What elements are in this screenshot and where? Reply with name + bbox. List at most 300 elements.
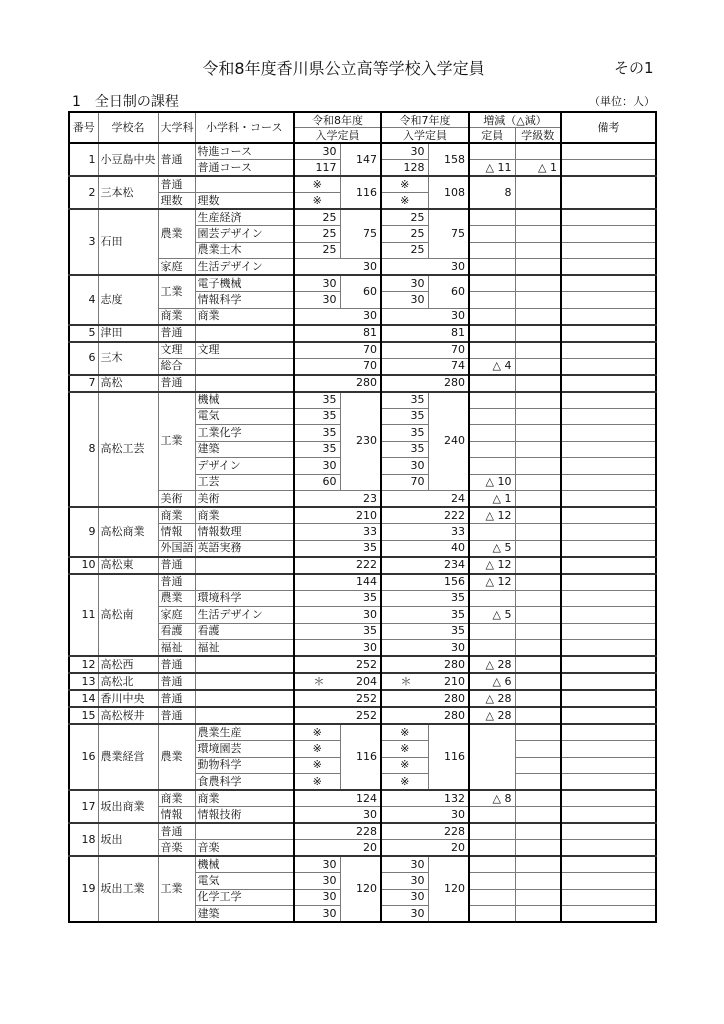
change-classes bbox=[515, 906, 561, 923]
department: 農業 bbox=[158, 724, 195, 790]
r8-quota: 280 bbox=[294, 375, 381, 392]
change-classes bbox=[515, 425, 561, 442]
r7-total-quota: 108 bbox=[428, 176, 469, 209]
remarks bbox=[561, 623, 656, 640]
r8-course-quota: 30 bbox=[294, 275, 340, 292]
school-name: 坂出商業 bbox=[98, 790, 158, 823]
table-row bbox=[69, 259, 656, 276]
remarks bbox=[561, 873, 656, 890]
change-quota bbox=[469, 308, 515, 325]
remarks bbox=[561, 823, 656, 840]
department: 理数 bbox=[158, 193, 195, 210]
table-row bbox=[69, 590, 656, 607]
remarks bbox=[561, 242, 656, 259]
r8-course-quota: 25 bbox=[294, 242, 340, 259]
course: 食農科学 bbox=[195, 774, 294, 791]
remarks bbox=[561, 209, 656, 226]
remarks bbox=[561, 540, 656, 557]
remarks bbox=[561, 491, 656, 508]
r8-course-quota: 35 bbox=[294, 392, 340, 409]
department: 普通 bbox=[158, 557, 195, 574]
school-name: 石田 bbox=[98, 209, 158, 275]
change-quota: △ 11 bbox=[469, 160, 515, 177]
school-name: 高松桜井 bbox=[98, 707, 158, 724]
r7-quota: 156 bbox=[381, 574, 469, 591]
change-quota bbox=[469, 873, 515, 890]
remarks bbox=[561, 342, 656, 359]
r8-course-quota: 30 bbox=[294, 906, 340, 923]
change-classes bbox=[515, 408, 561, 425]
change-classes bbox=[515, 226, 561, 243]
table-row bbox=[69, 623, 656, 640]
change-classes bbox=[515, 242, 561, 259]
school-number: 10 bbox=[69, 557, 98, 574]
change-quota bbox=[469, 425, 515, 442]
school-number: 14 bbox=[69, 690, 98, 707]
remarks bbox=[561, 906, 656, 923]
department: 普通 bbox=[158, 375, 195, 392]
r8-total-quota: 120 bbox=[340, 856, 381, 922]
r7-quota: 30 bbox=[381, 640, 469, 657]
r8-course-quota: ※ bbox=[294, 176, 340, 193]
remarks bbox=[561, 673, 656, 690]
department: 家庭 bbox=[158, 259, 195, 276]
r8-quota: 35 bbox=[294, 590, 381, 607]
change-classes bbox=[515, 540, 561, 557]
r8-course-quota: ※ bbox=[294, 741, 340, 758]
department: 情報 bbox=[158, 807, 195, 824]
course bbox=[195, 707, 294, 724]
change-classes bbox=[515, 325, 561, 342]
change-quota bbox=[469, 275, 515, 292]
change-quota: 8 bbox=[469, 176, 515, 209]
r7-course-quota: 70 bbox=[381, 474, 428, 491]
change-quota: △ 5 bbox=[469, 540, 515, 557]
r8-quota: 252 bbox=[294, 690, 381, 707]
remarks bbox=[561, 408, 656, 425]
change-classes bbox=[515, 474, 561, 491]
r8-quota: 23 bbox=[294, 491, 381, 508]
department: 商業 bbox=[158, 308, 195, 325]
school-number: 3 bbox=[69, 209, 98, 275]
table-row bbox=[69, 557, 656, 574]
r8-quota: 210 bbox=[294, 507, 381, 524]
school-number: 12 bbox=[69, 656, 98, 673]
change-classes bbox=[515, 590, 561, 607]
header-number: 番号 bbox=[69, 112, 98, 143]
school-number: 2 bbox=[69, 176, 98, 209]
department: 農業 bbox=[158, 209, 195, 259]
table-row bbox=[69, 325, 656, 342]
course: 動物科学 bbox=[195, 757, 294, 774]
table-row bbox=[69, 540, 656, 557]
change-quota: △ 12 bbox=[469, 557, 515, 574]
course: 情報数理 bbox=[195, 524, 294, 541]
r7-quota: 35 bbox=[381, 607, 469, 624]
change-classes bbox=[515, 557, 561, 574]
department: 普通 bbox=[158, 690, 195, 707]
change-classes bbox=[515, 623, 561, 640]
remarks bbox=[561, 325, 656, 342]
department: 福祉 bbox=[158, 640, 195, 657]
table-row bbox=[69, 524, 656, 541]
change-quota: △ 8 bbox=[469, 790, 515, 807]
table-row bbox=[69, 790, 656, 807]
change-classes bbox=[515, 292, 561, 309]
change-classes bbox=[515, 308, 561, 325]
department: 工業 bbox=[158, 275, 195, 308]
r8-total-quota: 147 bbox=[340, 143, 381, 176]
table-row bbox=[69, 690, 656, 707]
r8-quota: 30 bbox=[294, 259, 381, 276]
change-quota: △ 6 bbox=[469, 673, 515, 690]
r7-course-quota: 30 bbox=[381, 889, 428, 906]
r7-quota-value: 210 bbox=[444, 674, 465, 688]
course: 電気 bbox=[195, 873, 294, 890]
remarks bbox=[561, 590, 656, 607]
remarks bbox=[561, 507, 656, 524]
remarks bbox=[561, 774, 656, 791]
r8-course-quota: 35 bbox=[294, 408, 340, 425]
r8-course-quota: 25 bbox=[294, 209, 340, 226]
course: 美術 bbox=[195, 491, 294, 508]
r7-quota: 234 bbox=[381, 557, 469, 574]
r8-course-quota: ※ bbox=[294, 193, 340, 210]
r7-course-quota: 30 bbox=[381, 458, 428, 475]
r8-quota: 70 bbox=[294, 358, 381, 375]
r8-total-quota: 230 bbox=[340, 392, 381, 491]
course: 建築 bbox=[195, 906, 294, 923]
course: 音楽 bbox=[195, 840, 294, 857]
r7-quota: 30 bbox=[381, 308, 469, 325]
r7-total-quota: 240 bbox=[428, 392, 469, 491]
remarks bbox=[561, 707, 656, 724]
r7-quota: 280 bbox=[381, 690, 469, 707]
remarks bbox=[561, 474, 656, 491]
change-classes bbox=[515, 342, 561, 359]
r7-quota-content bbox=[384, 675, 465, 689]
change-quota bbox=[469, 342, 515, 359]
change-quota: △ 4 bbox=[469, 358, 515, 375]
department: 情報 bbox=[158, 524, 195, 541]
r7-course-quota: ※ bbox=[381, 774, 428, 791]
school-name: 坂出工業 bbox=[98, 856, 158, 922]
change-quota: △ 12 bbox=[469, 574, 515, 591]
change-classes bbox=[515, 889, 561, 906]
change-classes bbox=[515, 607, 561, 624]
change-classes: △ 1 bbox=[515, 160, 561, 177]
change-quota bbox=[469, 640, 515, 657]
r8-quota: 81 bbox=[294, 325, 381, 342]
r7-course-quota: 35 bbox=[381, 425, 428, 442]
change-quota: △ 12 bbox=[469, 507, 515, 524]
r8-course-quota: 117 bbox=[294, 160, 340, 177]
table-row bbox=[69, 656, 656, 673]
table-row bbox=[69, 275, 656, 292]
r8-quota: 33 bbox=[294, 524, 381, 541]
course: 文理 bbox=[195, 342, 294, 359]
course: 普通コース bbox=[195, 160, 294, 177]
change-classes bbox=[515, 176, 561, 209]
course: 商業 bbox=[195, 308, 294, 325]
school-number: 5 bbox=[69, 325, 98, 342]
change-classes bbox=[515, 640, 561, 657]
change-quota bbox=[469, 209, 515, 226]
remarks bbox=[561, 524, 656, 541]
change-classes bbox=[515, 807, 561, 824]
course: 機械 bbox=[195, 392, 294, 409]
school-name: 農業経営 bbox=[98, 724, 158, 790]
r8-quota: 144 bbox=[294, 574, 381, 591]
r7-course-quota: 30 bbox=[381, 143, 428, 160]
department: 普通 bbox=[158, 325, 195, 342]
r8-course-quota: ※ bbox=[294, 757, 340, 774]
r8-quota: 30 bbox=[294, 807, 381, 824]
r8-course-quota: 30 bbox=[294, 292, 340, 309]
school-name: 高松南 bbox=[98, 574, 158, 657]
r8-quota: 228 bbox=[294, 823, 381, 840]
table-row bbox=[69, 707, 656, 724]
school-name: 高松西 bbox=[98, 656, 158, 673]
r8-quota: 30 bbox=[294, 640, 381, 657]
r7-quota: 35 bbox=[381, 623, 469, 640]
change-classes bbox=[515, 458, 561, 475]
remarks bbox=[561, 375, 656, 392]
remarks bbox=[561, 275, 656, 292]
header-r8-quota: 入学定員 bbox=[294, 128, 381, 144]
remarks bbox=[561, 840, 656, 857]
table-row bbox=[69, 823, 656, 840]
r8-course-quota: ※ bbox=[294, 774, 340, 791]
department: 農業 bbox=[158, 590, 195, 607]
change-quota bbox=[469, 408, 515, 425]
table-row bbox=[69, 143, 656, 160]
r8-quota: 35 bbox=[294, 623, 381, 640]
change-classes bbox=[515, 823, 561, 840]
department: 普通 bbox=[158, 707, 195, 724]
change-quota bbox=[469, 807, 515, 824]
course bbox=[195, 358, 294, 375]
course bbox=[195, 823, 294, 840]
change-classes bbox=[515, 724, 561, 741]
school-name: 高松工芸 bbox=[98, 392, 158, 508]
change-quota bbox=[469, 242, 515, 259]
change-quota bbox=[469, 259, 515, 276]
r8-total-quota: 60 bbox=[340, 275, 381, 308]
change-quota: △ 10 bbox=[469, 474, 515, 491]
change-classes bbox=[515, 673, 561, 690]
department: 普通 bbox=[158, 574, 195, 591]
table-row bbox=[69, 342, 656, 359]
school-number: 18 bbox=[69, 823, 98, 856]
asterisk-note-mark: ＊ bbox=[400, 674, 412, 688]
change-quota: △ 28 bbox=[469, 656, 515, 673]
document-title: 令和8年度香川県公立高等学校入学定員 bbox=[202, 59, 485, 78]
r7-quota: 132 bbox=[381, 790, 469, 807]
header-change-classes: 学級数 bbox=[515, 128, 561, 144]
r7-quota: 33 bbox=[381, 524, 469, 541]
change-classes bbox=[515, 507, 561, 524]
r7-quota bbox=[381, 673, 469, 690]
r7-quota: 280 bbox=[381, 707, 469, 724]
header-change: 増減（△減） bbox=[469, 112, 561, 128]
r8-quota: 35 bbox=[294, 540, 381, 557]
header-remarks: 備考 bbox=[561, 112, 656, 143]
department: 商業 bbox=[158, 507, 195, 524]
change-quota bbox=[469, 375, 515, 392]
r8-quota: 252 bbox=[294, 656, 381, 673]
change-classes bbox=[515, 441, 561, 458]
remarks bbox=[561, 292, 656, 309]
school-number: 9 bbox=[69, 507, 98, 557]
header-r7-year: 令和7年度 bbox=[381, 112, 469, 128]
change-classes bbox=[515, 524, 561, 541]
course bbox=[195, 690, 294, 707]
table-row bbox=[69, 673, 656, 690]
school-number: 16 bbox=[69, 724, 98, 790]
remarks bbox=[561, 441, 656, 458]
school-number: 13 bbox=[69, 673, 98, 690]
school-number: 17 bbox=[69, 790, 98, 823]
school-number: 8 bbox=[69, 392, 98, 508]
change-quota bbox=[469, 458, 515, 475]
school-number: 19 bbox=[69, 856, 98, 922]
course: 園芸デザイン bbox=[195, 226, 294, 243]
school-name: 小豆島中央 bbox=[98, 143, 158, 176]
page-label: その1 bbox=[614, 59, 654, 77]
table-row bbox=[69, 607, 656, 624]
r7-quota: 280 bbox=[381, 656, 469, 673]
remarks bbox=[561, 557, 656, 574]
change-classes bbox=[515, 375, 561, 392]
course: 商業 bbox=[195, 790, 294, 807]
course bbox=[195, 656, 294, 673]
course: 英語実務 bbox=[195, 540, 294, 557]
course: 化学工学 bbox=[195, 889, 294, 906]
course: 商業 bbox=[195, 507, 294, 524]
change-quota bbox=[469, 724, 515, 790]
course: 生活デザイン bbox=[195, 607, 294, 624]
header-r7-quota: 入学定員 bbox=[381, 128, 469, 144]
school-number: 7 bbox=[69, 375, 98, 392]
change-classes bbox=[515, 790, 561, 807]
school-name: 坂出 bbox=[98, 823, 158, 856]
r7-total-quota: 60 bbox=[428, 275, 469, 308]
course: 生活デザイン bbox=[195, 259, 294, 276]
r7-course-quota: ※ bbox=[381, 757, 428, 774]
change-quota bbox=[469, 906, 515, 923]
school-name: 高松北 bbox=[98, 673, 158, 690]
r8-course-quota: 30 bbox=[294, 458, 340, 475]
r7-quota: 30 bbox=[381, 807, 469, 824]
department: 外国語 bbox=[158, 540, 195, 557]
remarks bbox=[561, 458, 656, 475]
course: デザイン bbox=[195, 458, 294, 475]
table-row bbox=[69, 856, 656, 873]
remarks bbox=[561, 259, 656, 276]
course: 機械 bbox=[195, 856, 294, 873]
table-row bbox=[69, 308, 656, 325]
r8-quota: 20 bbox=[294, 840, 381, 857]
r7-course-quota: 35 bbox=[381, 392, 428, 409]
course: 特進コース bbox=[195, 143, 294, 160]
change-quota bbox=[469, 623, 515, 640]
remarks bbox=[561, 425, 656, 442]
remarks bbox=[561, 790, 656, 807]
remarks bbox=[561, 607, 656, 624]
change-classes bbox=[515, 707, 561, 724]
change-classes bbox=[515, 491, 561, 508]
course: 情報技術 bbox=[195, 807, 294, 824]
r7-quota: 35 bbox=[381, 590, 469, 607]
change-quota bbox=[469, 823, 515, 840]
table-row bbox=[69, 640, 656, 657]
course bbox=[195, 375, 294, 392]
r8-course-quota: 60 bbox=[294, 474, 340, 491]
department: 普通 bbox=[158, 823, 195, 840]
r7-course-quota: 30 bbox=[381, 906, 428, 923]
course: 電気 bbox=[195, 408, 294, 425]
course: 建築 bbox=[195, 441, 294, 458]
school-name: 香川中央 bbox=[98, 690, 158, 707]
r7-quota: 24 bbox=[381, 491, 469, 508]
r8-course-quota: 30 bbox=[294, 856, 340, 873]
r8-quota bbox=[294, 673, 381, 690]
r7-quota: 20 bbox=[381, 840, 469, 857]
section-title: 1 全日制の課程 bbox=[72, 94, 179, 110]
r7-quota: 30 bbox=[381, 259, 469, 276]
r7-total-quota: 116 bbox=[428, 724, 469, 790]
school-name: 津田 bbox=[98, 325, 158, 342]
change-quota bbox=[469, 524, 515, 541]
r7-total-quota: 75 bbox=[428, 209, 469, 259]
department: 普通 bbox=[158, 143, 195, 176]
school-name: 高松東 bbox=[98, 557, 158, 574]
change-quota: △ 1 bbox=[469, 491, 515, 508]
school-number: 4 bbox=[69, 275, 98, 325]
department: 文理 bbox=[158, 342, 195, 359]
table-row bbox=[69, 358, 656, 375]
table-row bbox=[69, 176, 656, 193]
table-row bbox=[69, 574, 656, 591]
school-number: 6 bbox=[69, 342, 98, 375]
r7-course-quota: 30 bbox=[381, 873, 428, 890]
enrollment-quota-table bbox=[68, 111, 657, 923]
school-name: 志度 bbox=[98, 275, 158, 325]
course: 福祉 bbox=[195, 640, 294, 657]
change-classes bbox=[515, 209, 561, 226]
r7-course-quota: ※ bbox=[381, 741, 428, 758]
change-quota bbox=[469, 292, 515, 309]
r7-quota: 222 bbox=[381, 507, 469, 524]
department: 普通 bbox=[158, 656, 195, 673]
course: 電子機械 bbox=[195, 275, 294, 292]
change-quota bbox=[469, 590, 515, 607]
table-row bbox=[69, 507, 656, 524]
header-course: 小学科・コース bbox=[195, 112, 294, 143]
change-classes bbox=[515, 574, 561, 591]
change-classes bbox=[515, 774, 561, 791]
change-quota bbox=[469, 856, 515, 873]
r7-course-quota: 25 bbox=[381, 226, 428, 243]
r7-quota: 70 bbox=[381, 342, 469, 359]
department: 商業 bbox=[158, 790, 195, 807]
department: 普通 bbox=[158, 176, 195, 193]
r7-quota: 74 bbox=[381, 358, 469, 375]
r8-total-quota: 116 bbox=[340, 176, 381, 209]
change-classes bbox=[515, 392, 561, 409]
school-name: 高松商業 bbox=[98, 507, 158, 557]
